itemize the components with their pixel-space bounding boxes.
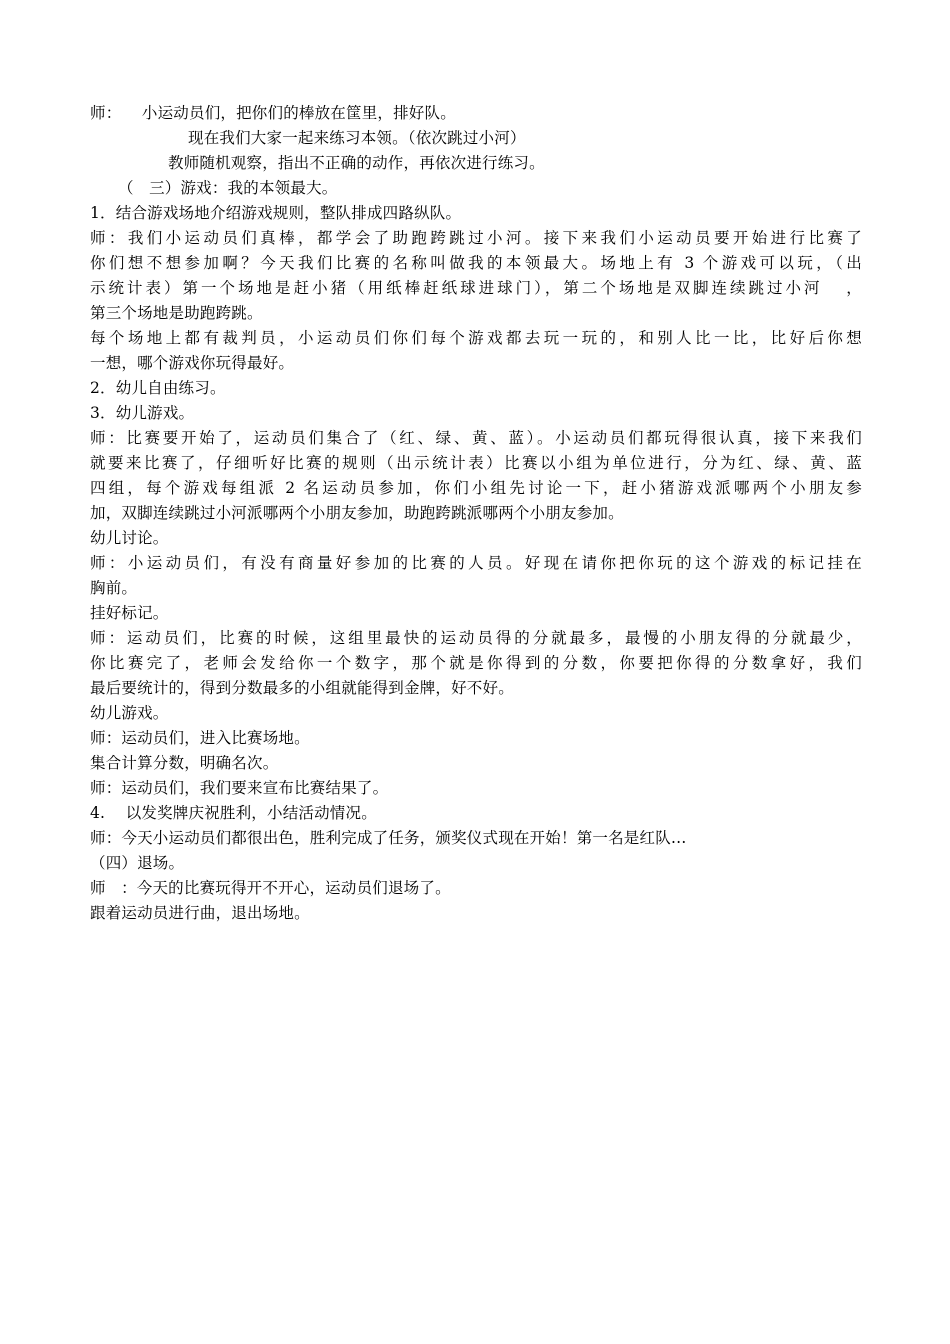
text-line: 幼儿游戏。 [90, 704, 169, 722]
text-line: 第三个场地是助跑跨跳。 [90, 304, 263, 322]
text-line: 跟着运动员进行曲，退出场地。 [90, 904, 310, 922]
text-line: 你比赛完了，老师会发给你一个数字，那个就是你得到的分数，你要把你得的分数拿好，我们 [90, 654, 862, 672]
text-line: 胸前。 [90, 579, 138, 597]
text-line: 2．幼儿自由练习。 [90, 379, 226, 397]
section-heading: （四）退场。 [90, 854, 185, 872]
text-line: 幼儿讨论。 [90, 529, 169, 547]
text-line: 师 ：今天的比赛玩得开不开心，运动员们退场了。 [90, 879, 451, 897]
text-line: 示统计表）第一个场地是赶小猪（用纸棒赶纸球进球门），第二个场地是双脚连续跳过小河 ， [90, 279, 862, 297]
text-line: 师：今天小运动员们都很出色，胜利完成了任务，颁奖仪式现在开始！第一名是红队… [90, 829, 687, 847]
text-line: 师：运动员们，进入比赛场地。 [90, 729, 310, 747]
text-line: 每个场地上都有裁判员，小运动员们你们每个游戏都去玩一玩的，和别人比一比，比好后你想 [90, 329, 862, 347]
text-line: 1．结合游戏场地介绍游戏规则，整队排成四路纵队。 [90, 204, 462, 222]
text-line: 师：运动员们，我们要来宣布比赛结果了。 [90, 779, 389, 797]
text-line: 师：运动员们，比赛的时候，这组里最快的运动员得的分就最多，最慢的小朋友得的分就最少， [90, 629, 862, 647]
text-line: 师：小运动员们，有没有商量好参加的比赛的人员。好现在请你把你玩的这个游戏的标记挂在 [90, 554, 862, 572]
text-line: 你们想不想参加啊？今天我们比赛的名称叫做我的本领最大。场地上有 3 个游戏可以玩，（出 [90, 254, 862, 272]
text-line: 4. 以发奖牌庆祝胜利，小结活动情况。 [90, 804, 377, 822]
text-line: 最后要统计的，得到分数最多的小组就能得到金牌，好不好。 [90, 679, 514, 697]
text-line: 师： 小运动员们，把你们的棒放在筐里，排好队。 [90, 104, 456, 122]
text-line: 一想，哪个游戏你玩得最好。 [90, 354, 295, 372]
section-heading: （ 三）游戏：我的本领最大。 [118, 179, 338, 197]
text-line: 四组，每个游戏每组派 2 名运动员参加，你们小组先讨论一下，赶小猪游戏派哪两个小朋友参 [90, 479, 862, 497]
text-line: 3．幼儿游戏。 [90, 404, 195, 422]
text-line: 师：我们小运动员们真棒，都学会了助跑跨跳过小河。接下来我们小运动员要开始进行比赛了 [90, 229, 862, 247]
text-line: 集合计算分数，明确名次。 [90, 754, 279, 772]
text-line: 挂好标记。 [90, 604, 169, 622]
text-line: 师：比赛要开始了，运动员们集合了（红、绿、黄、蓝）。小运动员们都玩得很认真，接下来我们 [90, 429, 862, 447]
text-line: 加，双脚连续跳过小河派哪两个小朋友参加，助跑跨跳派哪两个小朋友参加。 [90, 504, 624, 522]
text-line: 教师随机观察，指出不正确的动作，再依次进行练习。 [168, 154, 545, 172]
text-line: 就要来比赛了，仔细听好比赛的规则（出示统计表）比赛以小组为单位进行，分为红、绿、黄、蓝 [90, 454, 862, 472]
text-line: 现在我们大家一起来练习本领。（依次跳过小河） [188, 129, 526, 147]
